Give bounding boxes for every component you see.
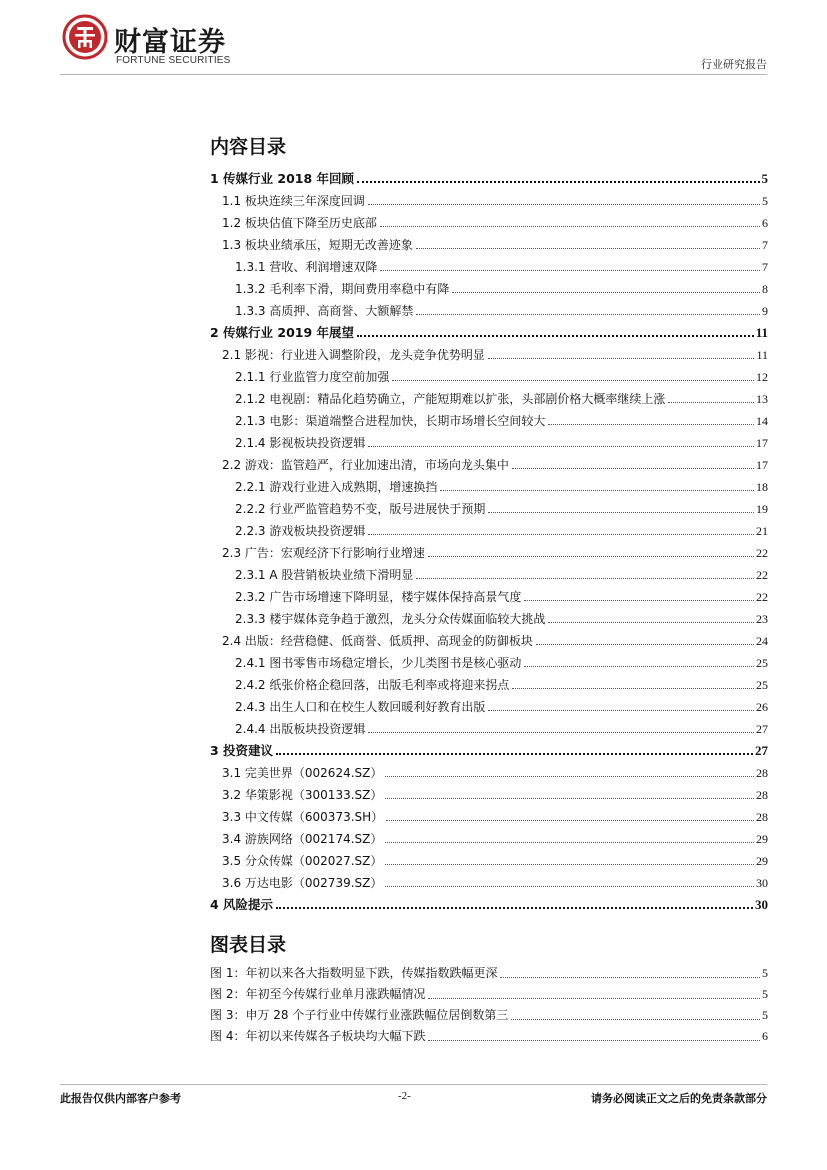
toc-entry-page: 22 (756, 546, 768, 560)
toc-entry-label: 2.4.1 图书零售市场稳定增长，少儿类图书是核心驱动 (235, 656, 522, 670)
dot-leader (276, 907, 753, 909)
toc-entry-label: 3.3 中文传媒（600373.SH） (222, 810, 384, 824)
dot-leader (368, 534, 754, 535)
toc-entry-label: 2.2 游戏：监管趋严，行业加速出清，市场向龙头集中 (222, 458, 509, 472)
dot-leader (385, 864, 754, 865)
toc-entry[interactable] (210, 714, 768, 736)
dot-leader (428, 998, 760, 999)
dot-leader (488, 512, 754, 513)
toc-entry[interactable] (210, 648, 768, 670)
toc-entry-label: 2.1.2 电视剧：精品化趋势确立，产能短期难以扩张，头部剧价格大概率继续上涨 (235, 392, 666, 406)
toc-entry-page: 21 (756, 524, 768, 538)
toc-entry[interactable] (210, 582, 768, 604)
page-header (0, 0, 827, 80)
toc-entry-page: 30 (755, 897, 768, 912)
figure-entry-label: 图 1：年初以来各大指数明显下跌，传媒指数跌幅更深 (210, 966, 498, 980)
toc-entry-page: 11 (756, 348, 768, 362)
toc-entry[interactable] (210, 692, 768, 714)
figure-entry-label: 图 4：年初以来传媒各子板块均大幅下跌 (210, 1029, 426, 1043)
toc-entry-page: 7 (762, 260, 768, 274)
dot-leader (416, 248, 760, 249)
toc-entry-page: 30 (756, 876, 768, 890)
dot-leader (385, 842, 754, 843)
dot-leader (416, 578, 754, 579)
dot-leader (524, 666, 754, 667)
toc-entry[interactable] (210, 516, 768, 538)
toc-entry-label: 3.5 分众传媒（002027.SZ） (222, 854, 383, 868)
toc-entry[interactable] (210, 890, 768, 912)
dot-leader (524, 600, 754, 601)
toc-entry[interactable] (210, 494, 768, 516)
toc-entry[interactable] (210, 736, 768, 758)
dot-leader (512, 468, 754, 469)
toc-entry[interactable] (210, 428, 768, 450)
figure-entry-page: 5 (762, 987, 768, 1001)
toc-entry[interactable] (210, 626, 768, 648)
toc-entry-page: 8 (762, 282, 768, 296)
toc-entry[interactable] (210, 670, 768, 692)
figure-entry-page: 5 (762, 1008, 768, 1022)
dot-leader (548, 424, 754, 425)
toc-entry-page: 9 (762, 304, 768, 318)
report-type-label: 行业研究报告 (701, 58, 767, 71)
toc-entry-page: 25 (756, 678, 768, 692)
toc-entry[interactable] (210, 846, 768, 868)
dot-leader (276, 753, 753, 755)
dot-leader (385, 798, 754, 799)
toc-entry-page: 29 (756, 832, 768, 846)
dot-leader (368, 446, 754, 447)
toc-entry[interactable] (210, 296, 768, 318)
toc-entry-label: 1.3 板块业绩承压，短期无改善迹象 (222, 238, 413, 252)
toc-entry-page: 13 (756, 392, 768, 406)
toc-entry-label: 2.3.2 广告市场增速下降明显，楼宇媒体保持高景气度 (235, 590, 522, 604)
toc-entry-page: 28 (756, 788, 768, 802)
figure-entry[interactable] (210, 981, 768, 1002)
toc-entry-label: 2.2.3 游戏板块投资逻辑 (235, 524, 366, 538)
toc-entry-page: 27 (755, 743, 768, 758)
toc-entry[interactable] (210, 230, 768, 252)
toc-entry-label: 3 投资建议 (210, 743, 274, 758)
brand-name-cn: 财富证券 (114, 27, 226, 58)
toc-entry-page: 28 (756, 810, 768, 824)
toc-entry-page: 5 (761, 171, 768, 186)
toc-entry-page: 22 (756, 590, 768, 604)
figure-entry-page: 6 (762, 1029, 768, 1043)
table-of-contents (210, 164, 768, 912)
page-number: -2- (398, 1090, 411, 1102)
toc-entry-page: 27 (756, 722, 768, 736)
figure-entry-label: 图 2：年初至今传媒行业单月涨跌幅情况 (210, 987, 426, 1001)
dot-leader (357, 335, 754, 337)
toc-entry-page: 24 (756, 634, 768, 648)
dot-leader (380, 270, 760, 271)
toc-entry[interactable] (210, 450, 768, 472)
toc-entry-page: 5 (762, 194, 768, 208)
toc-entry-label: 1.2 板块估值下降至历史底部 (222, 216, 377, 230)
fortune-securities-logo-icon (62, 14, 108, 60)
toc-entry-page: 7 (762, 238, 768, 252)
toc-entry[interactable] (210, 384, 768, 406)
toc-entry-label: 1.3.2 毛利率下滑，期间费用率稳中有降 (235, 282, 450, 296)
toc-entry-page: 26 (756, 700, 768, 714)
toc-entry-page: 18 (756, 480, 768, 494)
toc-entry[interactable] (210, 252, 768, 274)
dot-leader (536, 644, 754, 645)
dot-leader (416, 314, 760, 315)
toc-entry-label: 1 传媒行业 2018 年回顾 (210, 171, 355, 186)
toc-entry-label: 2.1.3 电影：渠道端整合进程加快，长期市场增长空间较大 (235, 414, 546, 428)
toc-entry-page: 25 (756, 656, 768, 670)
toc-entry[interactable] (210, 802, 768, 824)
toc-entry-page: 29 (756, 854, 768, 868)
toc-entry-page: 28 (756, 766, 768, 780)
toc-entry-label: 2.4 出版：经营稳健、低商誉、低质押、高现金的防御板块 (222, 634, 533, 648)
toc-entry-label: 2 传媒行业 2019 年展望 (210, 325, 355, 340)
figure-entry[interactable] (210, 960, 768, 981)
toc-entry-label: 1.3.3 高质押、高商誉、大额解禁 (235, 304, 414, 318)
toc-entry-label: 2.3.3 楼宇媒体竞争趋于激烈，龙头分众传媒面临较大挑战 (235, 612, 546, 626)
dot-leader (385, 886, 754, 887)
toc-entry-label: 2.2.2 行业严监管趋势不变，版号进展快于预期 (235, 502, 486, 516)
dot-leader (368, 204, 760, 205)
brand-name-en: FORTUNE SECURITIES (116, 55, 231, 66)
dot-leader (368, 732, 754, 733)
figure-entry[interactable] (210, 1023, 768, 1044)
toc-entry[interactable] (210, 868, 768, 890)
toc-entry-label: 3.2 华策影视（300133.SZ） (222, 788, 383, 802)
footer-notice: 请务必阅读正文之后的免责条款部分 (591, 1092, 767, 1105)
toc-entry-page: 6 (762, 216, 768, 230)
toc-entry-label: 2.4.3 出生人口和在校生人数回暖利好教育出版 (235, 700, 486, 714)
toc-entry[interactable] (210, 340, 768, 362)
toc-entry-label: 2.4.4 出版板块投资逻辑 (235, 722, 366, 736)
toc-entry-label: 2.1 影视：行业进入调整阶段，龙头竞争优势明显 (222, 348, 485, 362)
footer-divider (60, 1084, 767, 1085)
toc-entry-label: 4 风险提示 (210, 897, 274, 912)
toc-entry[interactable] (210, 604, 768, 626)
toc-entry-label: 1.1 板块连续三年深度回调 (222, 194, 365, 208)
toc-entry[interactable] (210, 164, 768, 186)
toc-entry[interactable] (210, 560, 768, 582)
dot-leader (392, 380, 754, 381)
dot-leader (488, 358, 755, 359)
toc-entry-label: 2.1.4 影视板块投资逻辑 (235, 436, 366, 450)
toc-entry[interactable] (210, 758, 768, 780)
toc-entry-label: 2.3.1 A 股营销板块业绩下滑明显 (235, 568, 414, 582)
figure-list (210, 960, 768, 1044)
toc-entry[interactable] (210, 318, 768, 340)
toc-entry-page: 14 (756, 414, 768, 428)
figure-entry-page: 5 (762, 966, 768, 980)
toc-entry[interactable] (210, 362, 768, 384)
dot-leader (511, 1019, 760, 1020)
toc-entry[interactable] (210, 780, 768, 802)
dot-leader (500, 977, 760, 978)
toc-entry[interactable] (210, 186, 768, 208)
figure-entry-label: 图 3：申万 28 个子行业中传媒行业涨跌幅位居倒数第三 (210, 1008, 509, 1022)
toc-entry[interactable] (210, 274, 768, 296)
toc-entry-label: 3.4 游族网络（002174.SZ） (222, 832, 383, 846)
dot-leader (440, 490, 754, 491)
toc-entry-page: 17 (756, 436, 768, 450)
toc-entry-label: 3.1 完美世界（002624.SZ） (222, 766, 383, 780)
figure-entry[interactable] (210, 1002, 768, 1023)
header-divider (60, 74, 767, 75)
toc-entry-label: 3.6 万达电影（002739.SZ） (222, 876, 383, 890)
dot-leader (668, 402, 754, 403)
dot-leader (548, 622, 754, 623)
toc-entry-page: 12 (756, 370, 768, 384)
dot-leader (452, 292, 760, 293)
toc-entry-label: 2.1.1 行业监管力度空前加强 (235, 370, 390, 384)
dot-leader (357, 181, 759, 183)
dot-leader (428, 1040, 760, 1041)
toc-entry[interactable] (210, 824, 768, 846)
dot-leader (512, 688, 754, 689)
dot-leader (380, 226, 760, 227)
footer-disclaimer: 此报告仅供内部客户参考 (60, 1092, 181, 1105)
toc-entry-label: 2.4.2 纸张价格企稳回落，出版毛利率或将迎来拐点 (235, 678, 510, 692)
dot-leader (386, 820, 754, 821)
dot-leader (428, 556, 754, 557)
toc-entry-page: 23 (756, 612, 768, 626)
dot-leader (488, 710, 754, 711)
toc-entry[interactable] (210, 208, 768, 230)
toc-entry-label: 1.3.1 营收、利润增速双降 (235, 260, 378, 274)
toc-entry[interactable] (210, 538, 768, 560)
toc-title: 内容目录 (210, 136, 287, 158)
toc-entry[interactable] (210, 406, 768, 428)
toc-entry-label: 2.3 广告：宏观经济下行影响行业增速 (222, 546, 425, 560)
figure-list-title: 图表目录 (210, 934, 287, 956)
toc-entry-page: 11 (755, 325, 768, 340)
toc-entry-label: 2.2.1 游戏行业进入成熟期，增速换挡 (235, 480, 438, 494)
toc-entry-page: 22 (756, 568, 768, 582)
toc-entry[interactable] (210, 472, 768, 494)
toc-entry-page: 17 (756, 458, 768, 472)
toc-entry-page: 19 (756, 502, 768, 516)
dot-leader (385, 776, 754, 777)
